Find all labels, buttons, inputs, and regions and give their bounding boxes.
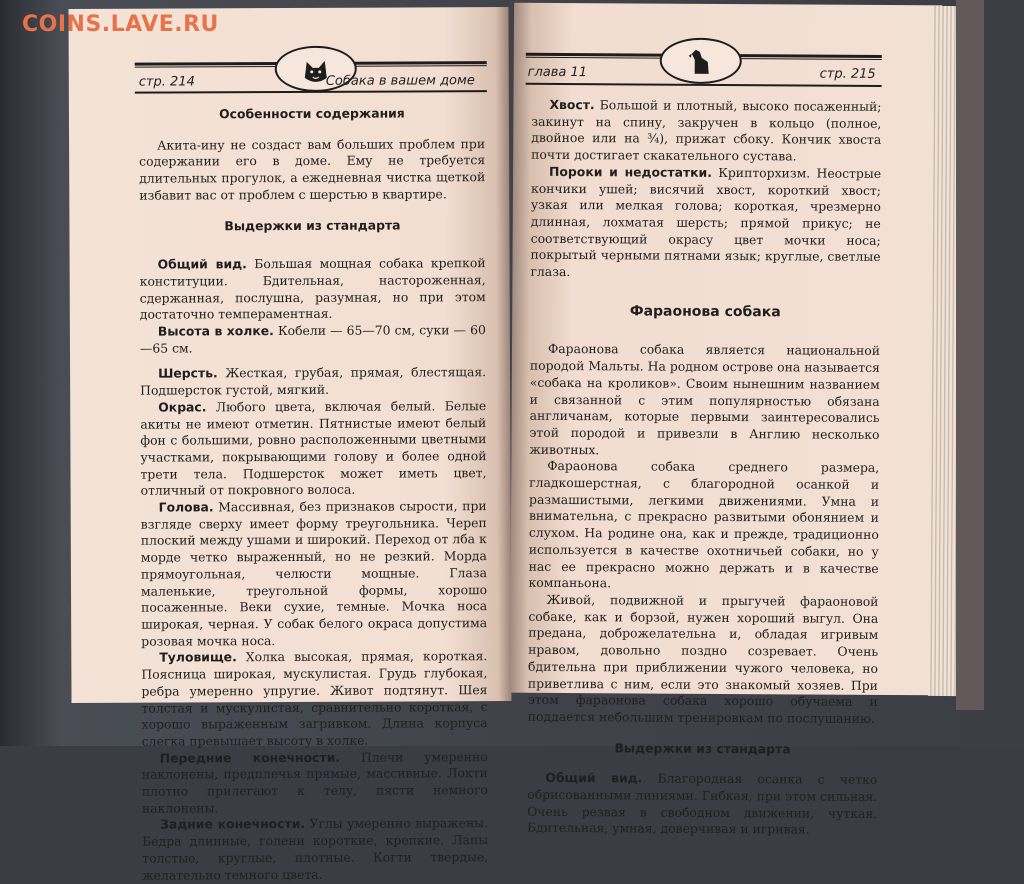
section-heading: Выдержки из стандарта (614, 739, 791, 757)
paragraph: Туловище. Холка высокая, прямая, короткая. Поясница широкая, мускулистая. Грудь глубокая, ребра умеренно упругие. Живот подтянут. Шея толстая и мускулистая, сравнительно короткая, с хорошо выраженным загривком. Длина корпуса слегка превышает высоту в холке. (141, 648, 488, 749)
paragraph: Пороки и недостатки. Крипторхизм. Неострые кончики ушей; висячий хвост, короткий хвост; узкая или мелкая голова; короткая, чрезмерно длинная, лохматая шерсть; прямой прикус; не соответствующий окрасу цвет мочки носа; покрытый черными пятнами язык; круглые, светлые глаза. (530, 163, 882, 280)
paragraph: Хвост. Большой и плотный, высоко посаженный; закинут на спину, закручен в кольцо (полное, двойное или на ¾), прижат сбоку. Кончик хвоста почти достигает скакательного сустава. (531, 96, 882, 164)
paragraph: Задние конечности. Углы умеренно выражены. Бедра длинные, голени короткие, крепкие. Лапы толстые, круглые, плотные. Когти твердые, желательно темного цвета. (142, 815, 489, 883)
breed-title: Фараонова собака (629, 303, 781, 321)
paragraph: Окрас. Любого цвета, включая белый. Белые акиты не имеют отметин. Пятнистые имеют белый фон с большими, ровно расположенными цветными участками, покрывающими голову и более одной трети тела. Подшерсток может иметь цвет, отличный от покровного волоса. (140, 397, 487, 499)
paragraph: Живой, подвижной и прыгучей фараоновой собаке, как и борзой, нужен хороший выгул. Она предана, доброжелательна и, обладая игривым нравом, довольно поздно созревает. Очень бдительна при приближении чужого человека, но приветлива с ним, если это знакомый хозяев. При этом фараонова собака хорошо обучаема и поддается небольшим тренировкам по послушанию. (527, 591, 879, 726)
sitting-dog-icon (660, 38, 742, 85)
section-heading: Выдержки из стандарта (224, 217, 401, 233)
paragraph: Общий вид. Большая мощная собака крепкой конституции. Бдительная, настороженная, сдержанная, послушна, разумная, но при этом достаточно темпераментная. (139, 255, 486, 322)
page-number: стр. 215 (819, 66, 876, 82)
section-heading: Особенности содержания (219, 105, 405, 122)
watermark: COINS.LAVE.RU (22, 12, 219, 37)
paragraph: Акита-ину не создаст вам больших проблем при содержании его в доме. Ему не требуется длительных прогулок, а ежедневная чистка щеткой избавит вас от проблем с шерстью в квартире. (139, 135, 486, 203)
right-page-header (514, 33, 942, 94)
paragraph: Высота в холке. Кобели — 65—70 см, суки — 60—65 см. (139, 322, 486, 356)
book-cover-edge (956, 0, 984, 710)
paragraph: Передние конечности. Плечи умеренно наклонены, предплечья прямые, массивные. Локти плотно прилегают к телу, пясти немного наклонены. (141, 748, 488, 816)
paragraph: Общий вид. Благородная осанка с четко обрисованными линиями. Гибкая, при этом сильная. Очень резвая в свободном движении, чуткая. Бдительная, умная, доверчивая и игривая. (527, 770, 878, 837)
right-page (510, 3, 942, 837)
paragraph: Фараонова собака среднего размера, гладкошерстная, с благородной осанкой и размашистыми, легкими движениями. Умна и внимательна, с прекрасно развитыми обонянием и слухом. На родине она, как и прежде, традиционно используется в качестве охотничьей собаки, но у нас ее прекрасно можно держать и в качестве компаньона. (528, 458, 880, 591)
running-title: Собака в вашем доме (325, 73, 475, 89)
left-page-body (139, 105, 488, 884)
chapter-label: глава 11 (527, 64, 588, 81)
paragraph: Голова. Массивная, без признаков сырости, при взгляде сверху имеет форму треугольника. Череп плоский между ушами и широкий. Переход от лба к морде четко выраженный, но не резкий. Морда прямоугольная, челюсти мощные. Глаза маленькие, треугольной формы, хорошо посаженные. Веки сухие, темные. Мочка носа широкая, черная. У собак белого окраса допустима розовая мочка носа. (140, 498, 488, 649)
paragraph: Фараонова собака является национальной породой Мальты. На родном острове она называется «собака на кроликов». Своим нынешним названием и связанной с этим популярностью обязана англичанам, которые первыми заинтересовались этой породой и привезли в Англию несколько животных. (529, 341, 881, 457)
right-page-body (527, 97, 882, 839)
header-bottom-rule (526, 83, 882, 87)
paragraph: Шерсть. Жесткая, грубая, прямая, блестящая. Подшерсток густой, мягкий. (140, 364, 487, 398)
left-page-header (69, 37, 509, 97)
left-page (68, 7, 511, 883)
page-number: стр. 214 (138, 74, 195, 90)
